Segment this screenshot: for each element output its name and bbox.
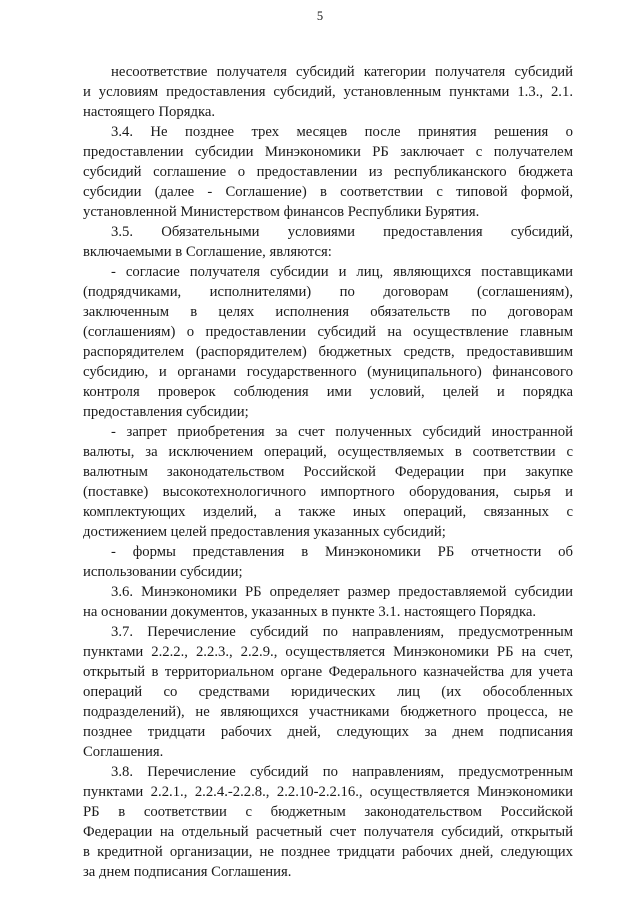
text-line: пунктами 2.2.2., 2.2.3., 2.2.9., осуществляется Минэкономики РБ на счет,: [83, 644, 573, 660]
text-line: комплектующих изделий, а также иных операций, связанных с: [83, 504, 573, 520]
text-line: предоставления субсидии;: [83, 404, 249, 420]
page-number: 5: [316, 9, 324, 23]
text-line: контроля проверок соблюдения ими условий, целей и порядка: [83, 384, 573, 400]
text-line: субсидии (далее - Соглашение) в соответствии с типовой формой,: [83, 184, 573, 200]
text-line: - формы представления в Минэкономики РБ отчетности об: [111, 544, 573, 560]
text-line: достижением целей предоставления указанных субсидий;: [83, 524, 446, 540]
text-line: заключенным в целях исполнения обязательств по договорам: [83, 304, 573, 320]
text-line: операций со средствами юридических лиц (их обособленных: [83, 684, 573, 700]
text-line: (соглашениям) о предоставлении субсидий на осуществление главным: [83, 324, 573, 340]
text-line: предоставлении субсидии Минэкономики РБ заключает с получателем: [83, 144, 573, 160]
text-line: (поставке) высокотехнологичного импортного оборудования, сырья и: [83, 484, 573, 500]
text-line: за днем подписания Соглашения.: [83, 864, 292, 880]
text-line: позднее тридцати рабочих дней, следующих за днем подписания: [83, 724, 573, 740]
text-line: 3.7. Перечисление субсидий по направлениям, предусмотренным: [111, 624, 573, 640]
document-body: [83, 62, 573, 882]
text-line: - запрет приобретения за счет полученных субсидий иностранной: [111, 424, 573, 440]
text-line: в кредитной организации, не позднее тридцати рабочих дней, следующих: [83, 844, 573, 860]
text-line: - согласие получателя субсидии и лиц, являющихся поставщиками: [111, 264, 573, 280]
text-line: несоответствие получателя субсидий категории получателя субсидий: [111, 64, 573, 80]
text-line: 3.5. Обязательными условиями предоставления субсидий,: [111, 224, 573, 240]
text-line: на основании документов, указанных в пункте 3.1. настоящего Порядка.: [83, 604, 537, 620]
text-line: 3.4. Не позднее трех месяцев после принятия решения о: [111, 124, 573, 140]
text-line: включаемыми в Соглашение, являются:: [83, 244, 332, 260]
text-line: Соглашения.: [83, 744, 164, 760]
text-line: субсидий соглашение о предоставлении из республиканского бюджета: [83, 164, 573, 180]
text-line: валюты, за исключением операций, осуществляемых в соответствии с: [83, 444, 573, 460]
text-line: пунктами 2.2.1., 2.2.4.-2.2.8., 2.2.10-2.2.16., осуществляется Минэкономики: [83, 784, 573, 800]
text-line: валютным законодательством Российской Федерации при закупке: [83, 464, 573, 480]
text-line: (подрядчиками, исполнителями) по договорам (соглашениям),: [83, 284, 573, 300]
text-line: установленной Министерством финансов Республики Бурятия.: [83, 204, 480, 220]
text-line: субсидию, и органами государственного (муниципального) финансового: [83, 364, 573, 380]
text-line: распорядителем (распорядителем) бюджетных средств, предоставившим: [83, 344, 573, 360]
text-line: 3.6. Минэкономики РБ определяет размер предоставляемой субсидии: [111, 584, 573, 600]
text-line: РБ в соответствии с бюджетным законодательством Российской: [83, 804, 573, 820]
text-line: и условиям предоставления субсидий, установленным пунктами 1.3., 2.1.: [83, 84, 573, 100]
text-line: использовании субсидии;: [83, 564, 243, 580]
text-line: открытый в территориальном органе Федерального казначейства для учета: [83, 664, 573, 680]
text-line: подразделений), не являющихся участниками бюджетного процесса, не: [83, 704, 573, 720]
text-line: Федерации на отдельный расчетный счет получателя субсидий, открытый: [83, 824, 573, 840]
text-line: настоящего Порядка.: [83, 104, 216, 120]
text-line: 3.8. Перечисление субсидий по направлениям, предусмотренным: [111, 764, 573, 780]
